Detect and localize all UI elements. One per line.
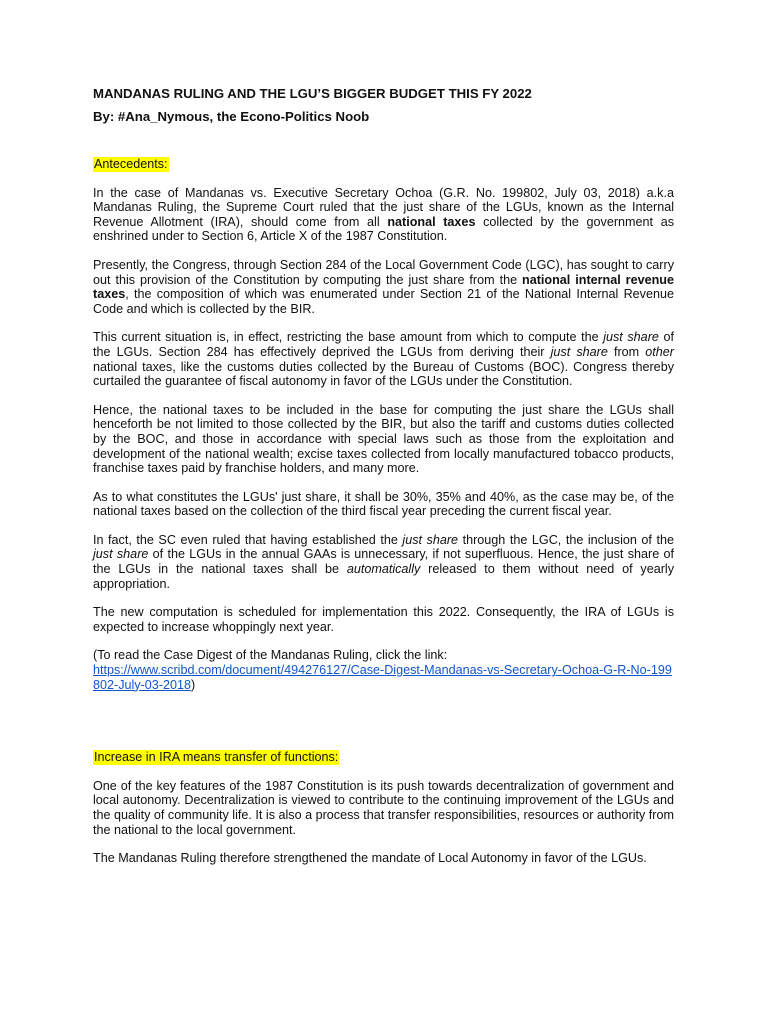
paragraph-1-bold: national taxes [387, 214, 476, 229]
paragraph-6-text-a: In fact, the SC even ruled that having established the [93, 532, 403, 547]
document-byline: By: #Ana_Nymous, the Econo-Politics Noob [93, 109, 370, 124]
paragraph-2-text-c: , the composition of which was enumerated under Section 21 of the National Internal Revenue Code and which is collected by the BIR. [93, 287, 674, 316]
paragraph-6-text-b: through the LGC, the inclusion of the [458, 532, 674, 547]
paragraph-5: As to what constitutes the LGUs' just share, it shall be 30%, 35% and 40%, as the case may be, of the national taxes based on the collection of the third fiscal year preceding the current fiscal year. [93, 489, 674, 519]
paragraph-3-text-a: This current situation is, in effect, restricting the base amount from which to compute the [93, 330, 604, 345]
paragraph-9: The Mandanas Ruling therefore strengthened the mandate of Local Autonomy in favor of the LGUs. [93, 851, 647, 866]
paragraph-6-text-c: of the LGUs in the annual GAAs is unnecessary, if not superfluous. Hence, the just share of the LGUs in the national taxes shall be [93, 547, 674, 577]
case-digest-link-suffix: ) [191, 677, 196, 692]
section-transfer-of-functions [93, 748, 674, 866]
paragraph-2-bold: national internal revenue taxes [93, 272, 674, 302]
paragraph-1-text-c: collected by the government as enshrined under to Section 6, Article X of the 1987 Constitution. [93, 214, 674, 244]
paragraph-6-text-d: released to them without need of yearly appropriation. [93, 562, 675, 591]
paragraph-7: The new computation is scheduled for implementation this 2022. Consequently, the IRA of LGUs is expected to increase whoppingly next year. [93, 605, 674, 634]
transfer-heading: Increase in IRA means transfer of functions: [94, 750, 339, 765]
paragraph-6-italic-1: just share [402, 532, 459, 547]
paragraph-2-text-a: Presently, the Congress, through Section 284 of the Local Government Code (LGC), has sought to carry out this provision of the Constitution by computing the just share from the [93, 257, 674, 287]
paragraph-3 [93, 330, 674, 388]
paragraph-3-text-c: from [607, 344, 646, 359]
paragraph-3-italic-2: just share [550, 344, 608, 359]
paragraph-4: Hence, the national taxes to be included in the base for computing the just share the LGUs shall henceforth be not limited to those collected by the BIR, but also the tariff and customs duties collected by the BOC, and those in accordance with special laws such as those from the exploitation and development of the national wealth; excise taxes collected from locally manufactured tobacco products, franchise taxes paid by franchise holders, and many more. [93, 402, 674, 476]
paragraph-8: One of the key features of the 1987 Constitution is its push towards decentralization of government and local autonomy. Decentralization is viewed to contribute to the continuing improvement of the LGUs and the quality of community life. It is also a process that transfer responsibilities, resources or authority from the national to the local government. [93, 778, 674, 837]
paragraph-3-text-d: national taxes, like the customs duties collected by the Bureau of Customs (BOC). Congress thereby curtailed the guarantee of fiscal autonomy in favor of the LGUs under the Constitution. [93, 359, 674, 389]
paragraph-3-text-b: of the LGUs. Section 284 has effectively deprived the LGUs from deriving their [93, 330, 674, 359]
document-title: MANDANAS RULING AND THE LGU’S BIGGER BUDGET THIS FY 2022 [93, 86, 532, 101]
paragraph-2 [93, 258, 674, 316]
section-antecedents [93, 155, 674, 692]
paragraph-3-italic-3: other [645, 344, 675, 359]
paragraph-6 [93, 533, 674, 591]
paragraph-1-text-a: In the case of Mandanas vs. Executive Secretary Ochoa (G.R. No. 199802, July 03, 2018) a.k.a Mandanas Ruling, the Supreme Court ruled that the just share of the LGUs, known as the Internal Revenue Allotment (IRA), should come from all [93, 185, 674, 229]
paragraph-6-italic-3: automatically [346, 562, 421, 577]
antecedents-heading: Antecedents: [94, 157, 168, 171]
paragraph-1 [93, 186, 674, 244]
case-digest-link-paragraph [93, 648, 674, 692]
paragraph-3-italic-1: just share [603, 330, 659, 345]
paragraph-6-italic-2: just share [93, 547, 149, 562]
case-digest-link[interactable]: https://www.scribd.com/document/494276127/Case-Digest-Mandanas-vs-Secretary-Ochoa-G-R-No-199802-July-03-2018 [93, 663, 672, 692]
case-digest-link-prefix: (To read the Case Digest of the Mandanas Ruling, click the link: [93, 648, 448, 663]
